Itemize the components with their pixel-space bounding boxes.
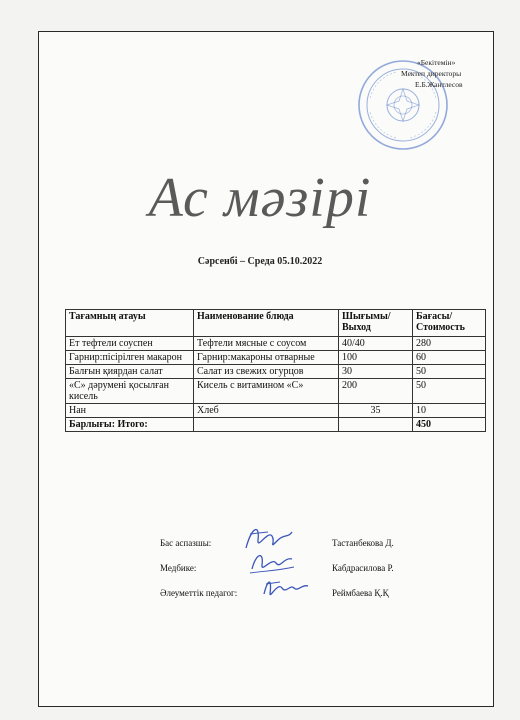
column-header: Бағасы/ Стоимость [413, 310, 486, 337]
dish-name-kz: «С» дәрумені қосылған кисель [66, 379, 194, 404]
approval-block [395, 57, 505, 90]
table-row [66, 337, 486, 351]
table-header-row [66, 310, 486, 337]
empty-cell [194, 418, 339, 432]
dish-name-kz: Ет тефтели соуспен [66, 337, 194, 351]
dish-yield: 200 [339, 379, 413, 404]
dish-price: 60 [413, 351, 486, 365]
dish-name-kz: Гарнир:пісірілген макарон [66, 351, 194, 365]
dish-yield: 40/40 [339, 337, 413, 351]
nurse-signature [246, 547, 300, 577]
dish-name-ru: Хлеб [194, 404, 339, 418]
dish-yield: 35 [339, 404, 413, 418]
dish-yield: 30 [339, 365, 413, 379]
page-title: Ас мәзірі [148, 167, 372, 229]
signer-name: Кабдрасилова Р. [332, 563, 394, 573]
dish-name-ru: Тефтели мясные с соусом [194, 337, 339, 351]
dish-name-kz: Нан [66, 404, 194, 418]
dish-price: 50 [413, 365, 486, 379]
table-row [66, 351, 486, 365]
column-header: Шығымы/ Выход [339, 310, 413, 337]
approval-director-name: Е.Б.Жантлесов [415, 80, 463, 89]
social-pedagogue-signature [258, 574, 316, 602]
approval-title: «Бекітемін» [417, 58, 456, 67]
table-row [66, 379, 486, 404]
approval-position: Мектеп директоры [401, 69, 462, 78]
dish-price: 50 [413, 379, 486, 404]
dish-name-ru: Салат из свежих огурцов [194, 365, 339, 379]
signer-role: Әлеуметтік педагог: [160, 588, 238, 598]
signer-name: Тастанбекова Д. [332, 538, 394, 548]
column-header: Тағамның атауы [66, 310, 194, 337]
column-header: Наименование блюда [194, 310, 339, 337]
table-row [66, 404, 486, 418]
dish-name-ru: Гарнир:макароны отварные [194, 351, 339, 365]
dish-name-ru: Кисель с витамином «С» [194, 379, 339, 404]
signature-row [160, 538, 460, 563]
empty-cell [339, 418, 413, 432]
menu-date: Сәрсенбі – Среда 05.10.2022 [197, 256, 323, 267]
dish-name-kz: Балғын қиярдан салат [66, 365, 194, 379]
table-total-row [66, 418, 486, 432]
signer-role: Медбике: [160, 563, 197, 573]
dish-price: 10 [413, 404, 486, 418]
signer-role: Бас аспазшы: [160, 538, 212, 548]
total-value: 450 [413, 418, 486, 432]
dish-yield: 100 [339, 351, 413, 365]
dish-price: 280 [413, 337, 486, 351]
menu-table [65, 309, 486, 432]
table-row [66, 365, 486, 379]
total-label: Барлығы: Итого: [66, 418, 194, 432]
signer-name: Реймбаева Қ.Қ [332, 588, 389, 598]
